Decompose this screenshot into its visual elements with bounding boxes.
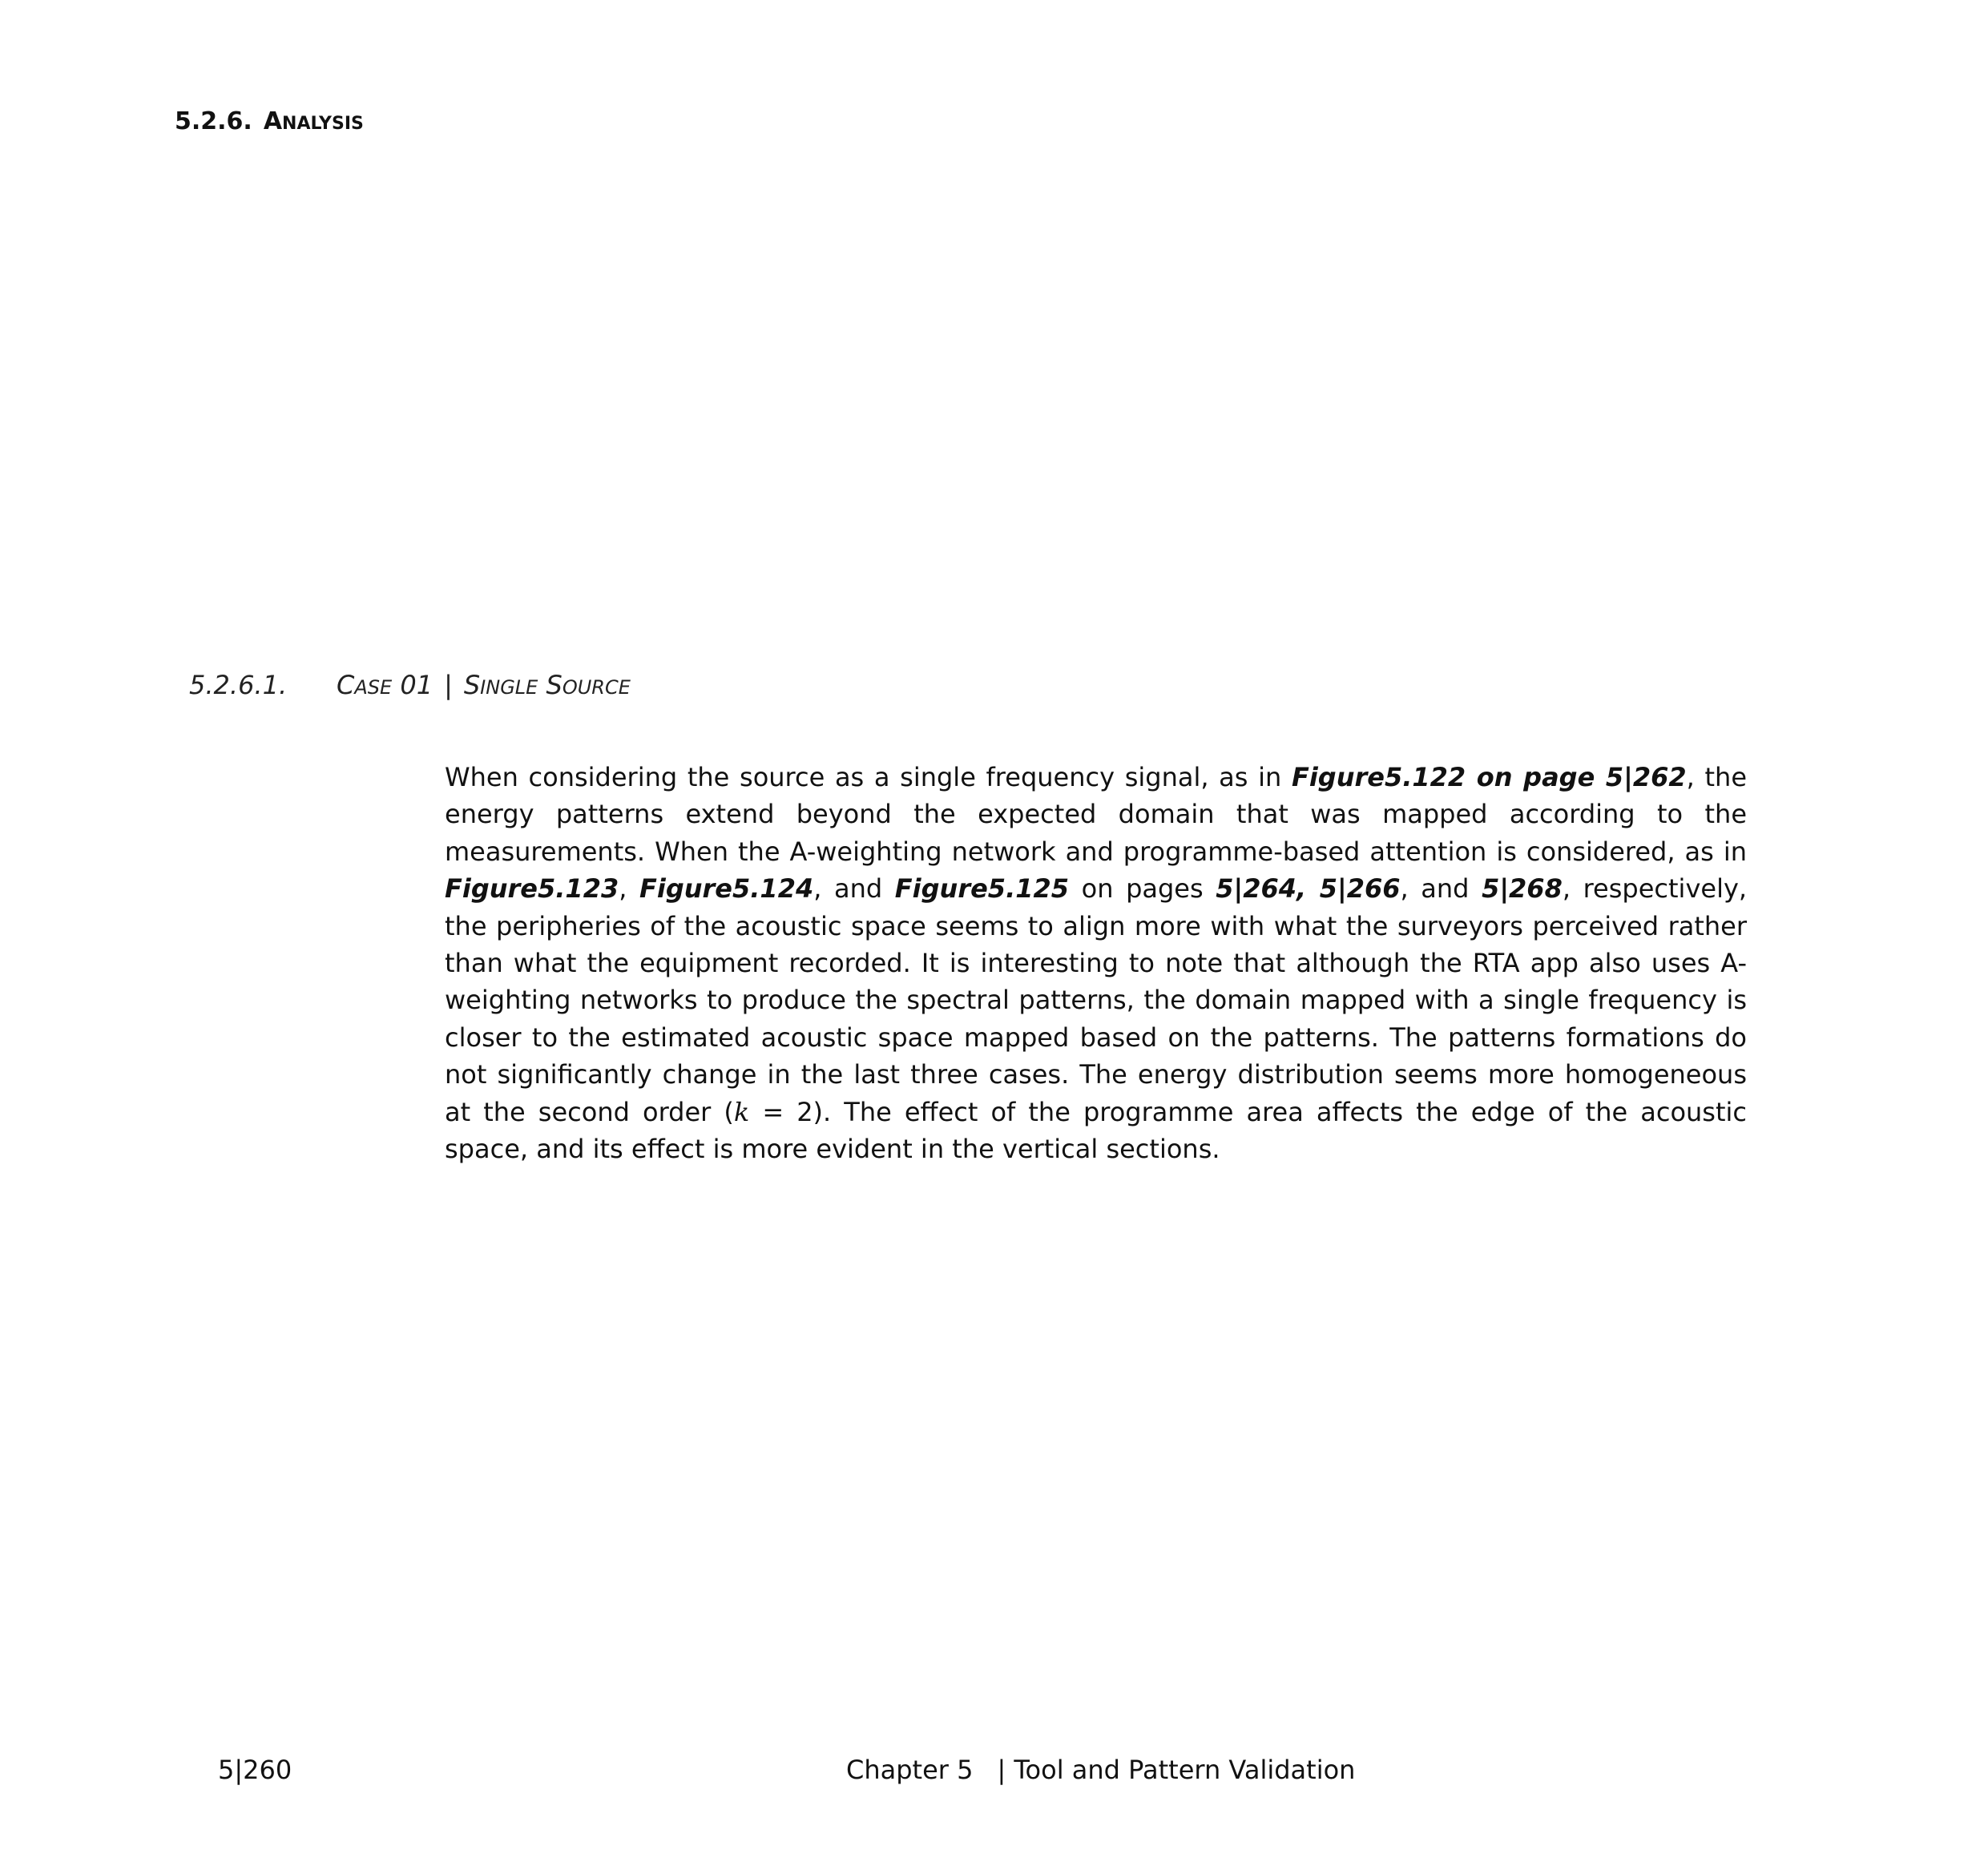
subsection-heading (189, 670, 631, 700)
source-rest: OURCE (562, 676, 631, 699)
case-initial: C (337, 670, 355, 700)
page-ref-264-266[interactable]: 5|264, 5|266 (1216, 873, 1401, 905)
section-heading (175, 107, 364, 135)
text-run: , and (1400, 873, 1482, 905)
figure-ref-5-125[interactable]: Figure5.125 (894, 873, 1070, 905)
text-run: = 2). The effect of the programme area affects the edge of the acoustic space, and its effect is more evident in the vertical sections. (445, 1096, 1747, 1165)
footer-chapter-label: Chapter 5 (846, 1755, 974, 1785)
footer-page-number: 5|260 (218, 1755, 292, 1785)
single-rest: INGLE (480, 676, 538, 699)
page-ref-268[interactable]: 5|268 (1482, 873, 1563, 905)
footer-chapter-title: | Tool and Pattern Validation (997, 1755, 1356, 1785)
figure-ref-5-123[interactable]: Figure5.123 (445, 873, 619, 905)
case-rest: ASE (354, 676, 393, 699)
text-run: , respectively, the peripheries of the acoustic space seems to align more with what the surveyors perceived rather than what the equipment recorded. It is interesting to note that although the RTA app also uses A-weighting networks to produce the spectral patterns, the domain mapped with a single frequency is closer to the estimated acoustic space mapped based on the patterns. The patterns formations do not significantly change in the last three cases. The energy distribution seems more homogeneous at the second order ( (445, 873, 1748, 1127)
figure-ref-5-122[interactable]: Figure5.122 on page 5|262 (1291, 762, 1687, 792)
text-run: , and (813, 873, 895, 905)
text-run: on pages (1069, 873, 1216, 905)
text-run: , (619, 873, 639, 905)
title-separator: | (444, 670, 453, 700)
footer-chapter (846, 1755, 1355, 1785)
figure-ref-5-124[interactable]: Figure5.124 (639, 873, 814, 905)
text-run: When considering the source as a single frequency signal, as in (445, 762, 1292, 792)
source-initial: S (546, 670, 563, 700)
math-variable-k: k (733, 1096, 750, 1127)
case-number: 01 (400, 670, 433, 700)
subsection-number: 5.2.6.1. (189, 670, 288, 700)
section-number: 5.2.6. (175, 107, 252, 135)
single-initial: S (463, 670, 481, 700)
text-run: , the energy patterns extend beyond the expected domain that was mapped according to the measurements. When the A-weighting network and programme-based attention is considered, as in (445, 762, 1748, 867)
section-title-rest: NALYSIS (282, 114, 364, 134)
analysis-paragraph (445, 759, 1747, 1167)
section-title-initial: A (263, 107, 283, 135)
